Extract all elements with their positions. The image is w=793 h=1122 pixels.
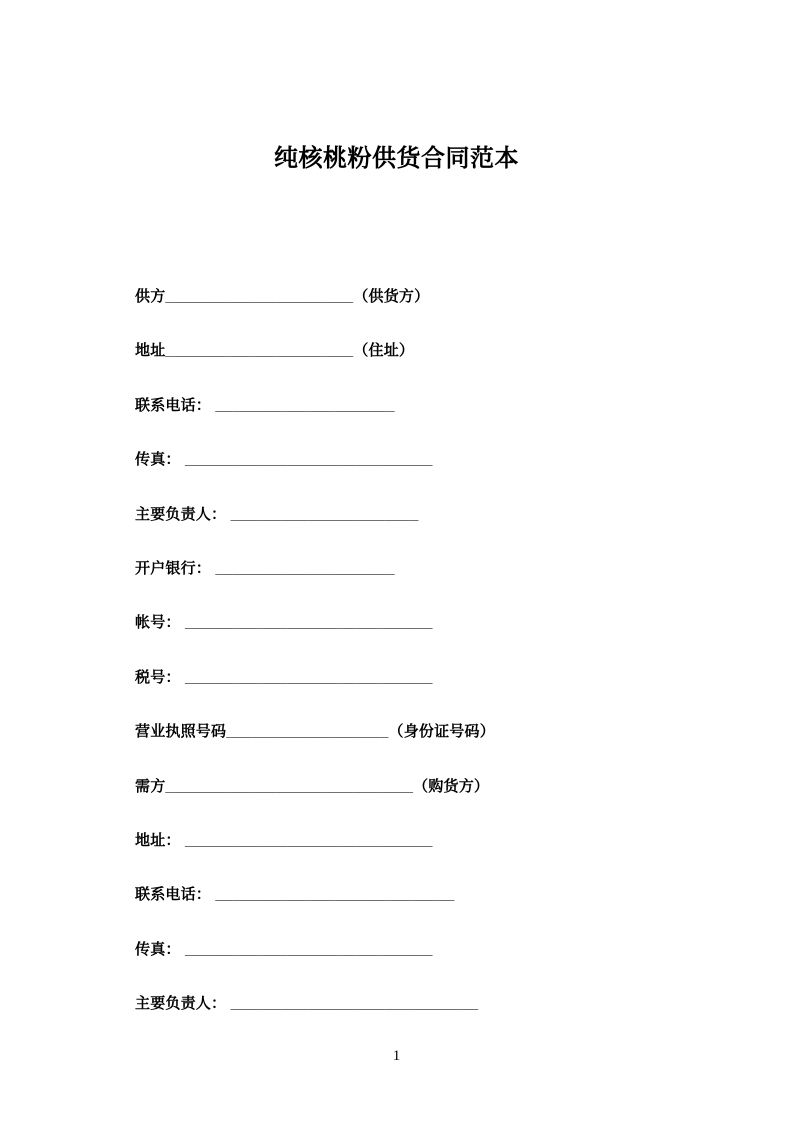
supplier-phone-line: 联系电话： _____________________ xyxy=(135,396,395,414)
buyer-phone-line: 联系电话： ____________________________ xyxy=(135,886,455,904)
supplier-principal-line: 主要负责人： ______________________ xyxy=(135,505,419,523)
contract-party-fields xyxy=(135,289,733,1050)
business-license-line: 营业执照号码___________________（身份证号码） xyxy=(135,723,495,741)
supplier-name-line: 供方______________________（供货方） xyxy=(135,288,430,305)
supplier-bank-line: 开户银行： _____________________ xyxy=(135,559,395,577)
supplier-tax-id-line: 税号： _____________________________ xyxy=(135,668,433,686)
buyer-principal-line: 主要负责人： _____________________________ xyxy=(135,995,479,1013)
buyer-name-line: 需方_____________________________（购货方） xyxy=(135,777,490,795)
document-title: 纯核桃粉供货合同范本 xyxy=(274,145,519,172)
supplier-fax-line: 传真： _____________________________ xyxy=(135,451,433,469)
supplier-account-line: 帐号： _____________________________ xyxy=(135,614,433,632)
page-number: 1 xyxy=(392,1048,401,1064)
supplier-address-line: 地址______________________（住址） xyxy=(135,342,415,360)
buyer-address-line: 地址： _____________________________ xyxy=(135,831,433,849)
buyer-fax-line: 传真： _____________________________ xyxy=(135,940,433,958)
